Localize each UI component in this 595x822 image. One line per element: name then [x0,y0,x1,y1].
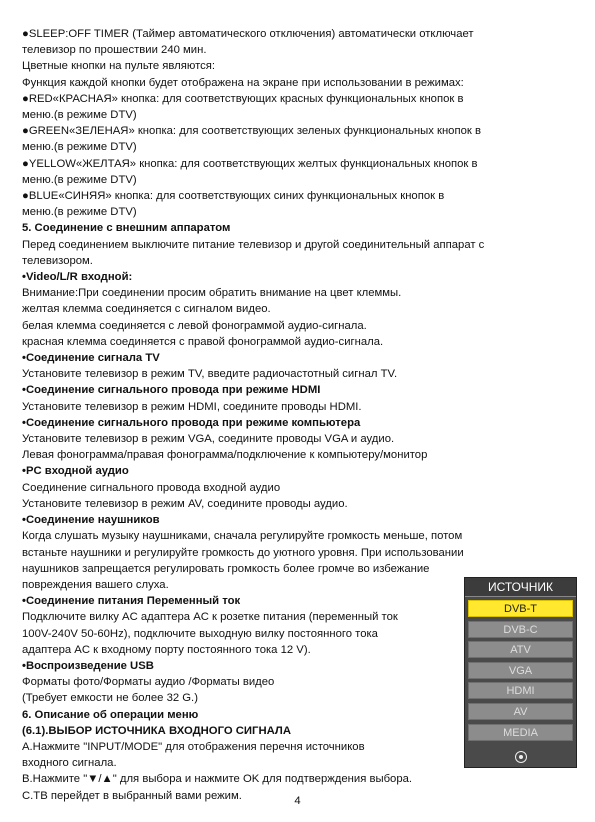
text-line: телевизором. [22,254,93,267]
text-line: наушников запрещается регулировать громкость более громче во избежание [22,562,430,575]
text-line: меню.(в режиме DTV) [22,173,137,186]
heading-line: •Соединение сигнального провода при режиме компьютера [22,416,361,429]
text-line: белая клемма соединяется с левой фонограммой аудио-сигнала. [22,319,367,332]
text-line: красная клемма соединяется с правой фонограммой аудио-сигнала. [22,335,384,348]
text-line: ●SLEEP:OFF TIMER (Таймер автоматического отключения) автоматически отключает [22,28,474,40]
source-menu-item-vga[interactable]: VGA [468,662,573,679]
text-line: A.Нажмите "INPUT/MODE" для отображения перечня источников [22,740,365,753]
text-line: Внимание:При соединении просим обратить внимание на цвет клеммы. [22,287,402,300]
heading-line: •Соединение сигнала TV [22,352,160,365]
text-line: меню.(в режиме DTV) [22,141,137,154]
heading-line: •PC входной аудио [22,465,129,478]
text-line: адаптера AC к входному порту постоянного тока 12 V). [22,643,311,656]
text-line: 100V-240V 50-60Hz), подключите выходную вилку постоянного тока [22,627,378,640]
text-line: Цветные кнопки на пульте являются: [22,60,216,73]
text-line: Соединение сигнального провода входной аудио [22,481,281,494]
text-line: телевизор по прошествии 240 мин. [22,44,207,57]
text-line: ●GREEN«ЗЕЛЕНАЯ» кнопка: для соответствующих зеленых функциональных кнопок в [22,125,481,138]
source-menu-item-av[interactable]: AV [468,703,573,720]
text-line: Установите телевизор в режим TV, введите радиочастотный сигнал TV. [22,368,398,381]
page-number: 4 [294,795,301,807]
heading-line: •Соединение питания Переменный ток [22,595,241,608]
text-line: Функция каждой кнопки будет отображена на экране при использовании в режимах: [22,76,464,89]
text-line: Установите телевизор в режим VGA, соедините проводы VGA и аудио. [22,433,395,446]
source-menu-footer [465,747,576,767]
heading-line: •Соединение сигнального провода при режиме HDMI [22,384,321,397]
text-line: повреждения вашего слуха. [22,578,169,591]
text-line: Установите телевизор в режим AV, соедините проводы аудио. [22,497,348,510]
heading-line: 5. Соединение с внешним аппаратом [22,222,231,235]
text-line: C.ТВ перейдет в выбранный вами режим. [22,789,242,802]
text-line: Перед соединением выключите питание телевизор и другой соединительный аппарат с [22,238,485,251]
text-line: меню.(в режиме DTV) [22,109,137,122]
text-line: Форматы фото/Форматы аудио /Форматы видео [22,676,275,689]
text-line: Левая фонограмма/правая фонограмма/подключение к компьютеру/монитор [22,449,428,462]
source-menu-item-dvb-t[interactable]: DVB-T [468,600,573,617]
heading-line: •Соединение наушников [22,514,160,527]
text-line: ●RED«КРАСНАЯ» кнопка: для соответствующих красных функциональных кнопок в [22,92,464,105]
source-menu-item-media[interactable]: MEDIA [468,724,573,741]
text-line: ●BLUE«СИНЯЯ» кнопка: для соответствующих синих функциональных кнопок в [22,190,445,203]
source-menu-title: ИСТОЧНИК [465,578,576,597]
text-line: ●YELLOW«ЖЕЛТАЯ» кнопка: для соответствующих желтых функциональных кнопок в [22,157,478,170]
text-line: входного сигнала. [22,757,117,770]
text-line: Установите телевизор в режим HDMI, соедините проводы HDMI. [22,400,362,413]
heading-line: •Воспроизведение USB [22,659,154,672]
text-line: меню.(в режиме DTV) [22,206,137,219]
text-line: Подключите вилку AC адаптера AC к розетке питания (переменный ток [22,611,398,624]
heading-line: •Video/L/R входной: [22,271,133,284]
heading-line: (6.1).ВЫБОР ИСТОЧНИКА ВХОДНОГО СИГНАЛА [22,724,291,737]
source-menu [464,577,577,768]
source-menu-item-dvb-c[interactable]: DVB-C [468,621,573,638]
heading-line: 6. Описание об операции меню [22,708,199,721]
text-line: Когда слушать музыку наушниками, сначала регулируйте громкость меньше, потом [22,530,463,543]
text-line: (Требует емкости не более 32 G.) [22,692,198,705]
text-line: B.Нажмите "▼/▲" для выбора и нажмите OK для подтверждения выбора. [22,773,413,786]
text-line: желтая клемма соединяется с сигналом видео. [22,303,271,316]
text-line: встаньте наушники и регулируйте громкость до уютного уровня. При использовании [22,546,464,559]
source-menu-item-hdmi[interactable]: HDMI [468,682,573,699]
source-menu-item-atv[interactable]: ATV [468,641,573,658]
ok-circle-icon [515,751,527,763]
